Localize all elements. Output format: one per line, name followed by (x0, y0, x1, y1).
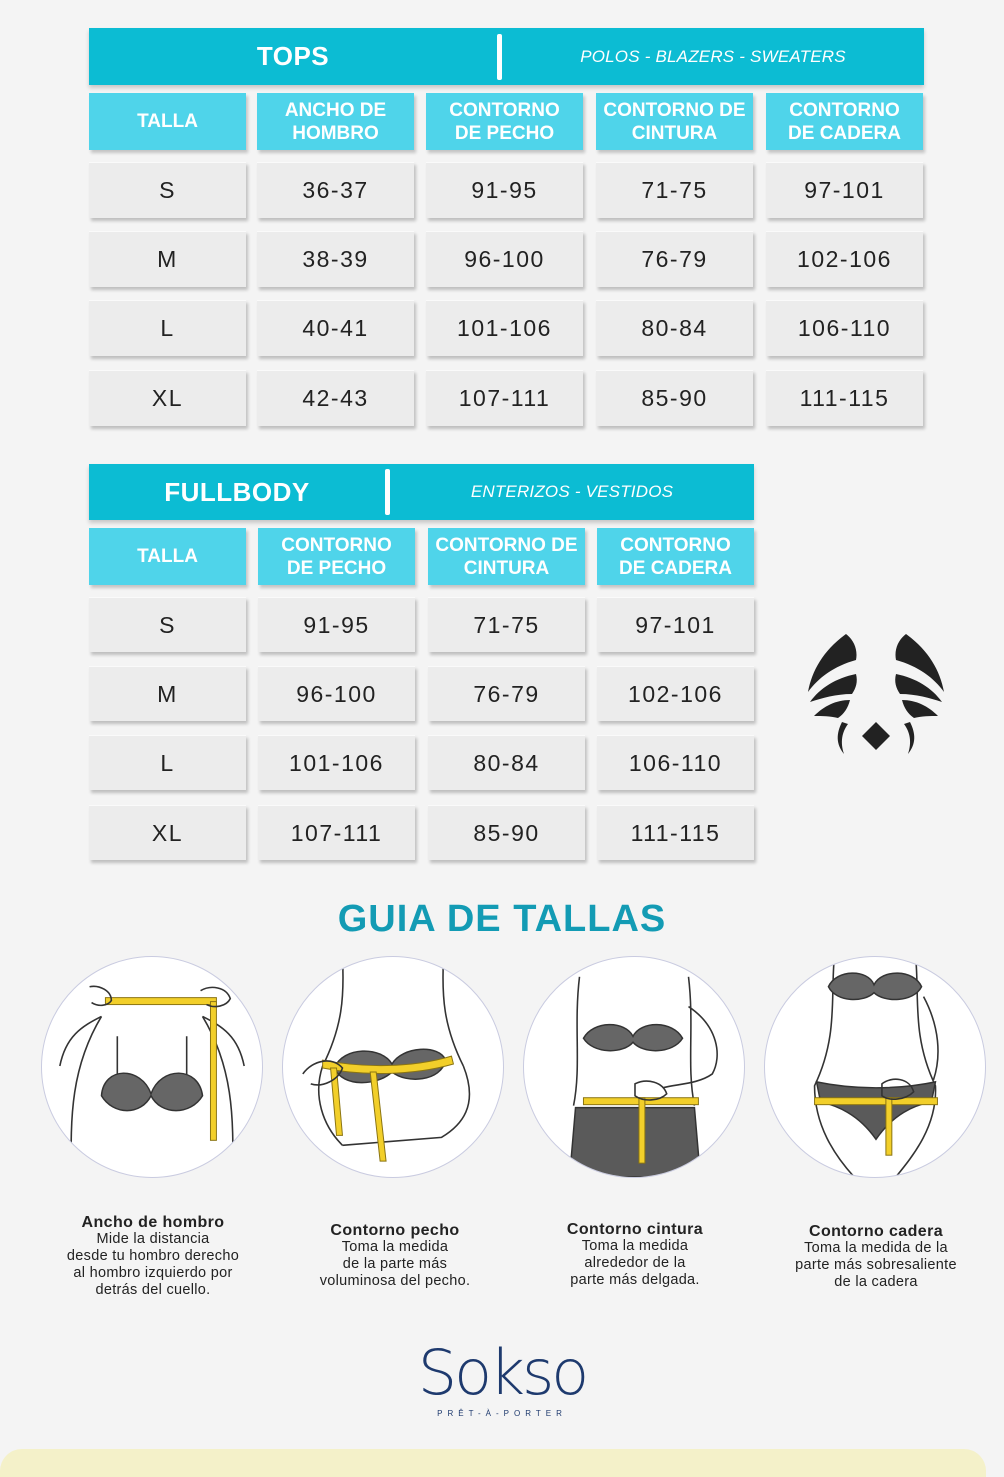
fullbody-cell-waist: 71-75 (428, 597, 585, 652)
hip-measure-illustration-icon (764, 956, 986, 1178)
guide-item-chest (282, 1222, 508, 1290)
tops-cell-waist: 71-75 (596, 162, 753, 218)
guide-item-title: Contorno pecho (330, 1222, 460, 1239)
fullbody-cell-hip: 102-106 (597, 666, 754, 721)
footer-bar (0, 1449, 986, 1477)
fullbody-cell-size: M (89, 666, 246, 721)
fullbody-cell-size: L (89, 735, 246, 790)
fullbody-cell-chest: 91-95 (258, 597, 415, 652)
tops-cell-size: M (89, 231, 246, 287)
fullbody-banner (89, 464, 754, 520)
tops-cell-hip: 97-101 (766, 162, 923, 218)
guide-item-title: Ancho de hombro (81, 1214, 225, 1231)
tops-cell-size: XL (89, 370, 246, 426)
guide-item-text: Toma la medida de la parte más voluminosa del pecho. (319, 1239, 471, 1289)
fullbody-cell-waist: 85-90 (428, 805, 585, 860)
fullbody-cell-hip: 97-101 (597, 597, 754, 652)
tops-cell-chest: 101-106 (426, 300, 583, 356)
tops-header-hip: CONTORNO DE CADERA (766, 93, 923, 150)
guide-item-text: Mide la distancia desde tu hombro derecho al hombro izquierdo por detrás del cuello. (66, 1231, 240, 1298)
fullbody-cell-waist: 80-84 (428, 735, 585, 790)
tops-cell-chest: 107-111 (426, 370, 583, 426)
guide-item-text: Toma la medida alrededor de la parte más delgada. (570, 1238, 700, 1288)
fullbody-cell-size: XL (89, 805, 246, 860)
tops-cell-hip: 106-110 (766, 300, 923, 356)
fullbody-cell-chest: 107-111 (258, 805, 415, 860)
chest-measure-illustration-icon (282, 956, 504, 1178)
tops-header-talla: TALLA (89, 93, 246, 150)
fullbody-header-waist: CONTORNO DE CINTURA (428, 528, 585, 585)
tops-cell-chest: 91-95 (426, 162, 583, 218)
tops-banner (89, 28, 924, 85)
tops-header-waist: CONTORNO DE CINTURA (596, 93, 753, 150)
tops-cell-shoulder: 40-41 (257, 300, 414, 356)
tops-cell-hip: 111-115 (766, 370, 923, 426)
guide-title: GUIA DE TALLAS (337, 898, 667, 940)
fullbody-header-chest: CONTORNO DE PECHO (258, 528, 415, 585)
tops-title: TOPS (256, 41, 330, 71)
fullbody-cell-hip: 111-115 (597, 805, 754, 860)
guide-item-text: Toma la medida de la parte más sobresaliente de la cadera (795, 1240, 957, 1290)
tops-header-chest: CONTORNO DE PECHO (426, 93, 583, 150)
tops-header-shoulder: ANCHO DE HOMBRO (257, 93, 414, 150)
wings-emblem-icon (806, 630, 946, 756)
fullbody-cell-hip: 106-110 (597, 735, 754, 790)
tops-cell-shoulder: 36-37 (257, 162, 414, 218)
tops-cell-size: S (89, 162, 246, 218)
fullbody-title: FULLBODY (164, 476, 310, 507)
tops-cell-waist: 80-84 (596, 300, 753, 356)
tops-subtitle: POLOS - BLAZERS - SWEATERS (580, 46, 846, 66)
tops-cell-hip: 102-106 (766, 231, 923, 287)
brand-tagline: PRÊT-À-PORTER (437, 1409, 567, 1418)
tops-cell-size: L (89, 300, 246, 356)
fullbody-cell-waist: 76-79 (428, 666, 585, 721)
guide-item-shoulder (40, 1214, 266, 1299)
tops-cell-shoulder: 42-43 (257, 370, 414, 426)
tops-cell-chest: 96-100 (426, 231, 583, 287)
guide-item-waist (522, 1221, 748, 1289)
guide-item-title: Contorno cintura (566, 1221, 704, 1238)
fullbody-cell-chest: 96-100 (258, 666, 415, 721)
fullbody-subtitle: ENTERIZOS - VESTIDOS (470, 482, 674, 501)
guide-item-title: Contorno cadera (808, 1223, 943, 1240)
shoulder-width-illustration-icon (41, 956, 263, 1178)
fullbody-header-hip: CONTORNO DE CADERA (597, 528, 754, 585)
fullbody-cell-chest: 101-106 (258, 735, 415, 790)
tops-cell-waist: 85-90 (596, 370, 753, 426)
tops-cell-shoulder: 38-39 (257, 231, 414, 287)
tops-cell-waist: 76-79 (596, 231, 753, 287)
fullbody-cell-size: S (89, 597, 246, 652)
waist-measure-illustration-icon (523, 956, 745, 1178)
brand-logo: Sokso (417, 1336, 587, 1409)
guide-item-hip (768, 1223, 984, 1291)
fullbody-header-talla: TALLA (89, 528, 246, 585)
